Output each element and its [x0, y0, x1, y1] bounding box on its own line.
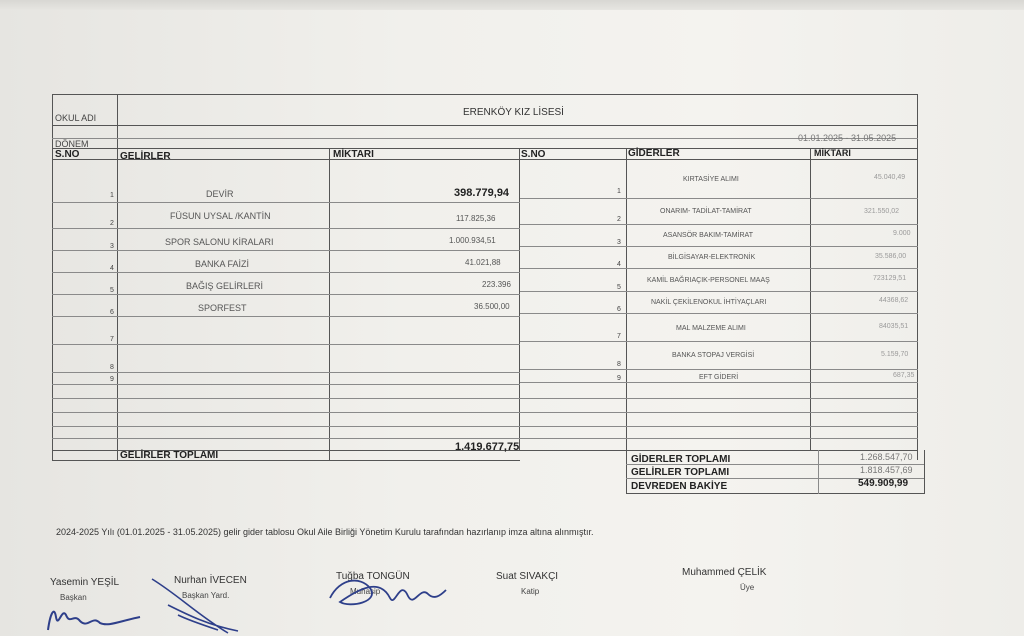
income-row-amount: 117.825,36: [456, 214, 496, 223]
period-text: 01.01.2025 - 31.05.2025: [798, 133, 897, 143]
col-header-gelirler: GELİRLER: [120, 151, 171, 162]
income-row-number: 2: [110, 220, 114, 227]
income-row-name: SPOR SALONU KİRALARI: [165, 237, 274, 247]
col-header-giderler: GİDERLER: [628, 148, 680, 159]
income-total-label-right: GELİRLER TOPLAMI: [631, 467, 730, 478]
income-row-number: 5: [110, 287, 114, 294]
income-row-number: 1: [110, 192, 114, 199]
footer-note: 2024-2025 Yılı (01.01.2025 - 31.05.2025) gelir gider tablosu Okul Aile Birliği Yönetim Kurulu tarafından hazırlanıp imza altına alınmıştır.: [56, 527, 594, 537]
balance-value: 549.909,99: [858, 478, 909, 489]
income-row-number: 9: [110, 376, 114, 383]
income-row-number: 7: [110, 336, 114, 343]
signatory-role: Muhasip: [350, 587, 381, 596]
income-row-name: BANKA FAİZİ: [195, 259, 250, 269]
expense-row-number: 9: [617, 375, 621, 382]
expense-row-amount: 84035,51: [879, 323, 909, 330]
signatory-role: Başkan: [60, 593, 87, 602]
income-row-amount: 223.396: [482, 280, 511, 289]
income-row-name: BAĞIŞ GELİRLERİ: [186, 281, 264, 291]
col-header-miktari: MİKTARI: [333, 149, 374, 160]
signature-yesil: [40, 595, 150, 635]
col-header-miktari-expense: MİKTARI: [814, 148, 851, 158]
signatory-name: Yasemin YEŞİL: [50, 577, 120, 588]
income-row-amount: 36.500,00: [474, 302, 510, 311]
income-row-name: DEVİR: [206, 189, 234, 199]
expense-row-amount: 35.586,00: [875, 253, 907, 260]
signature-tongun: [320, 568, 450, 618]
balance-label: DEVREDEN BAKİYE: [631, 481, 728, 492]
school-name: ERENKÖY KIZ LİSESİ: [463, 107, 564, 118]
expense-row-number: 6: [617, 306, 621, 313]
signatory-role: Üye: [740, 583, 755, 592]
expense-row-name: EFT GİDERİ: [699, 374, 739, 381]
income-row-amount: 398.779,94: [454, 187, 510, 199]
income-row-amount: 1.000.934,51: [449, 236, 496, 245]
expense-total-value: 1.268.547,70: [860, 452, 913, 462]
expense-row-amount: 321.550,02: [864, 208, 900, 215]
signatory-role: Başkan Yard.: [182, 591, 230, 600]
signatory-role: Katip: [521, 587, 540, 596]
expense-row-name: KIRTASİYE ALIMI: [683, 176, 739, 183]
expense-row-amount: 9.000: [893, 230, 911, 237]
income-total-label: GELİRLER TOPLAMI: [120, 450, 219, 461]
signatory-name: Nurhan İVECEN: [174, 575, 247, 586]
expense-row-amount: 44368,62: [879, 297, 909, 304]
col-header-sno-expense: S.NO: [521, 149, 546, 160]
expense-row-number: 7: [617, 333, 621, 340]
income-row-number: 4: [110, 265, 114, 272]
income-total-value-right: 1.818.457,69: [860, 465, 913, 475]
col-header-sno: S.NO: [55, 149, 80, 160]
expense-row-name: KAMİL BAĞRIAÇIK-PERSONEL MAAŞ: [647, 277, 770, 284]
income-row-number: 6: [110, 309, 114, 316]
income-row-number: 8: [110, 364, 114, 371]
expense-row-amount: 687,35: [893, 372, 915, 379]
expense-total-label: GİDERLER TOPLAMI: [631, 454, 731, 465]
donem-label: DÖNEM: [55, 139, 89, 149]
expense-row-number: 1: [617, 188, 621, 195]
income-row-number: 3: [110, 243, 114, 250]
expense-row-name: BANKA STOPAJ VERGİSİ: [672, 352, 755, 359]
signatory-name: Muhammed ÇELİK: [682, 567, 767, 578]
income-total-value: 1.419.677,75: [455, 441, 520, 453]
income-row-amount: 41.021,88: [465, 258, 501, 267]
signature-ivecen: [148, 575, 248, 635]
income-row-name: SPORFEST: [198, 303, 247, 313]
expense-row-name: ASANSÖR BAKIM-TAMİRAT: [663, 232, 753, 239]
expense-row-name: BİLGİSAYAR-ELEKTRONİK: [668, 254, 756, 261]
expense-row-number: 4: [617, 261, 621, 268]
expense-row-number: 3: [617, 239, 621, 246]
expense-row-name: ONARIM- TADİLAT-TAMİRAT: [660, 208, 752, 215]
expense-row-name: MAL MALZEME ALIMI: [676, 325, 746, 332]
expense-row-number: 5: [617, 284, 621, 291]
signatory-name: Suat SIVAKÇI: [496, 571, 559, 582]
expense-row-amount: 45.040,49: [874, 174, 906, 181]
expense-row-amount: 723129,51: [873, 275, 907, 282]
okul-adi-label: OKUL ADI: [55, 113, 97, 123]
document-sheet: [0, 10, 1024, 636]
signatory-name: Tuğba TONGÜN: [336, 571, 410, 582]
expense-row-name: NAKİL ÇEKİLENOKUL İHTİYAÇLARI: [651, 299, 767, 306]
expense-row-number: 2: [617, 216, 621, 223]
expense-row-amount: 5.159,70: [881, 351, 909, 358]
income-row-name: FÜSUN UYSAL /KANTİN: [170, 211, 271, 221]
expense-row-number: 8: [617, 361, 621, 368]
